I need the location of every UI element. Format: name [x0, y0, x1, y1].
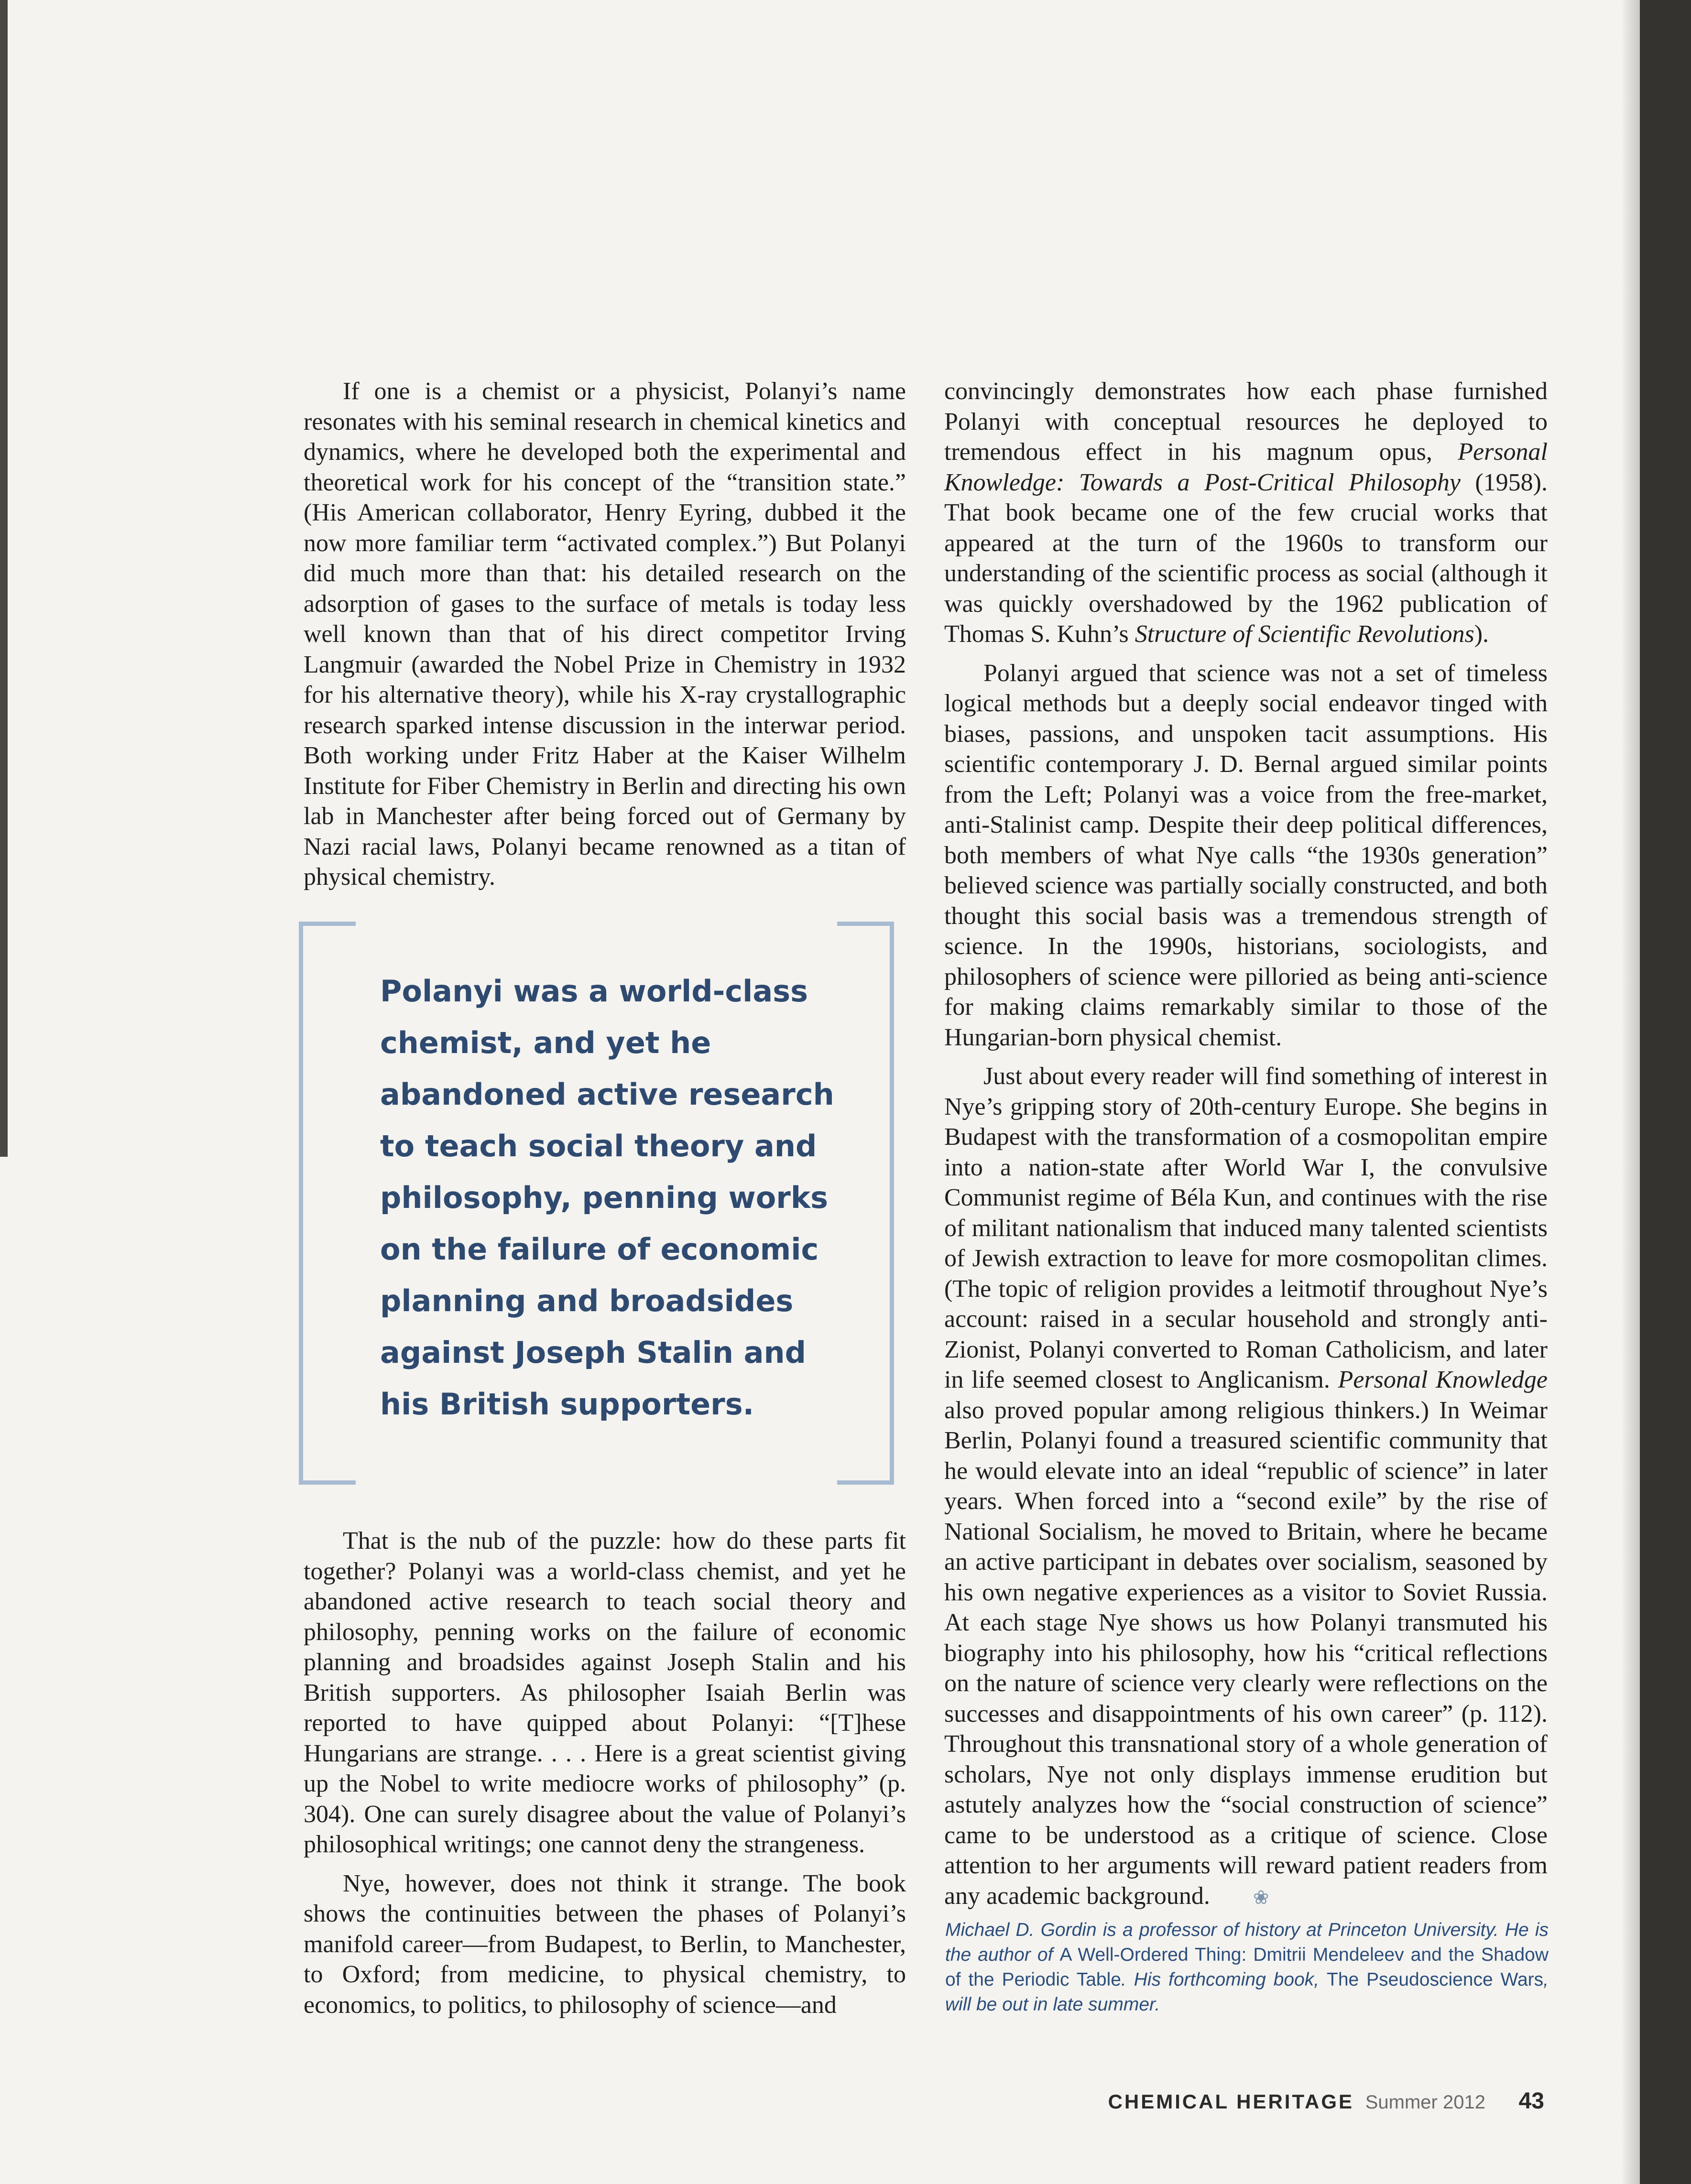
- pull-quote-box: [299, 922, 894, 1476]
- paragraph: convincingly demonstrates how each phase furnished Polanyi with conceptual resources he deployed to tremendous effect in his magnum opus, Personal Knowledge: Towards a Post-Critical Philosophy (1958). That book became one of the few crucial works that appeared at the turn of the 1960s to transform our understanding of the scientific process as social (although it was quickly overshadowed by the 1962 publication of Thomas S. Kuhn’s Structure of Scientific Revolutions).: [944, 378, 1548, 648]
- binding-shadow: [0, 0, 8, 1157]
- paragraph: That is the nub of the puzzle: how do these parts fit together? Polanyi was a world-class chemist, and yet he abandoned active research to teach social theory and philosophy, penning works on the failure of economic planning and broadsides against Joseph Stalin and his British supporters. As philosopher Isaiah Berlin was reported to have quipped about Polanyi: “[T]hese Hungarians are strange. . . . Here is a great scientist giving up the Nobel to write mediocre works of philosophy” (p. 304). One can surely disagree about the value of Polanyi’s philosophical writings; one cannot deny the strangeness.: [304, 1527, 906, 1858]
- end-of-article-icon: ❀: [1253, 1886, 1269, 1908]
- book-title: Structure of Scientific Revolutions: [1135, 620, 1474, 648]
- author-byline: Michael D. Gordin is a professor of history at Princeton University. He is the author of A Well-Ordered Thing: Dmitrii Mendeleev and the Shadow of the Periodic Table. His forthcoming book, The Pseudoscience Wars, will be out in late summer.: [945, 1920, 1549, 2015]
- book-title: The Pseudoscience Wars: [1327, 1969, 1544, 1990]
- left-bracket-icon: [299, 922, 356, 1485]
- paragraph: Nye, however, does not think it strange. The book shows the continuities between the phases of Polanyi’s manifold career—from Budapest, to Berlin, to Manchester, to Oxford; from medicine, to physical chemistry, to economics, to politics, to philosophy of science—and: [304, 1869, 906, 2019]
- book-title: Personal Knowledge: [1338, 1366, 1548, 1393]
- issue-date: Summer 2012: [1365, 2092, 1485, 2113]
- paragraph: Polanyi argued that science was not a set of timeless logical methods but a deeply social endeavor tinged with biases, passions, and unspoken tacit assumptions. His scientific contemporary J. D. Bernal argued similar points from the Left; Polanyi was a voice from the free-market, anti-Stalinist camp. Despite their deep political differences, both members of what Nye calls “the 1930s generation” believed science was partially socially constructed, and both thought this social basis was a tremendous strength of science. In the 1990s, historians, sociologists, and philosophers of science were pilloried as being anti-science for making claims remarkably similar to those of the Hungarian-born physical chemist.: [944, 659, 1548, 1051]
- paragraph: Just about every reader will find something of interest in Nye’s gripping story of 20th-century Europe. She begins in Budapest with the transformation of a cosmopolitan empire into a nation-state after World War I, the convulsive Communist regime of Béla Kun, and continues with the rise of militant nationalism that induced many talented scientists of Jewish extraction to leave for more cosmopolitan climes. (The topic of religion provides a leitmotif throughout Nye’s account: raised in a secular household and strongly anti-Zionist, Polanyi converted to Roman Catholicism, and later in life seemed closest to Anglicanism. Personal Knowledge also proved popular among religious thinkers.) In Weimar Berlin, Polanyi found a treasured scientific community that he would elevate into an ideal “republic of science” in later years. When forced into a “second exile” by the rise of National Socialism, he moved to Britain, where he became an active participant in debates over socialism, seasoned by his own negative experiences as a visitor to Soviet Russia. At each stage Nye shows us how Polanyi transmuted his biography into his philosophy, how his “critical reflections on the nature of science very clearly were reflections on the successes and disappointments of his own career” (p. 112). Throughout this transnational story of a whole generation of scholars, Nye not only displays immense erudition but astutely analyzes how the “social construction of science” came to be understood as a critique of science. Close attention to her arguments will reward patient readers from any academic background. ❀: [944, 1061, 1548, 1912]
- pull-quote: Polanyi was a world-class chemist, and yet he abandoned active research to teach social theory and philosophy, penning works on the failure of economic planning and broadsides against Joseph Stalin and his British supporters.: [380, 974, 834, 1422]
- book-title: A Well-Ordered Thing: Dmitrii Mendeleev and the Shadow of the Periodic Table: [945, 1945, 1549, 1990]
- left-column-bottom: [304, 1526, 906, 2029]
- magazine-name: CHEMICAL HERITAGE: [1108, 2090, 1354, 2113]
- book-title: Personal Knowledge: Towards a Post-Critical Philosophy: [944, 438, 1548, 496]
- page-footer: [1108, 2088, 1544, 2114]
- left-column-top: [304, 376, 906, 901]
- page-number: 43: [1518, 2088, 1544, 2114]
- paragraph: If one is a chemist or a physicist, Polanyi’s name resonates with his seminal research in chemical kinetics and dynamics, where he developed both the experimental and theoretical work for his concept of the “transition state.” (His American collaborator, Henry Eyring, dubbed it the now more familiar term “activated complex.”) But Polanyi did much more than that: his detailed research on the adsorption of gases to the surface of metals is today less well known than that of his direct competitor Irving Langmuir (awarded the Nobel Prize in Chemistry in 1932 for his alternative theory), while his X-ray crystallographic research sparked intense discussion in the interwar period. Both working under Fritz Haber at the Kaiser Wilhelm Institute for Fiber Chemistry in Berlin and directing his own lab in Manchester after being forced out of Germany by Nazi racial laws, Polanyi became renowned as a titan of physical chemistry.: [304, 378, 906, 891]
- right-column: [944, 376, 1548, 1921]
